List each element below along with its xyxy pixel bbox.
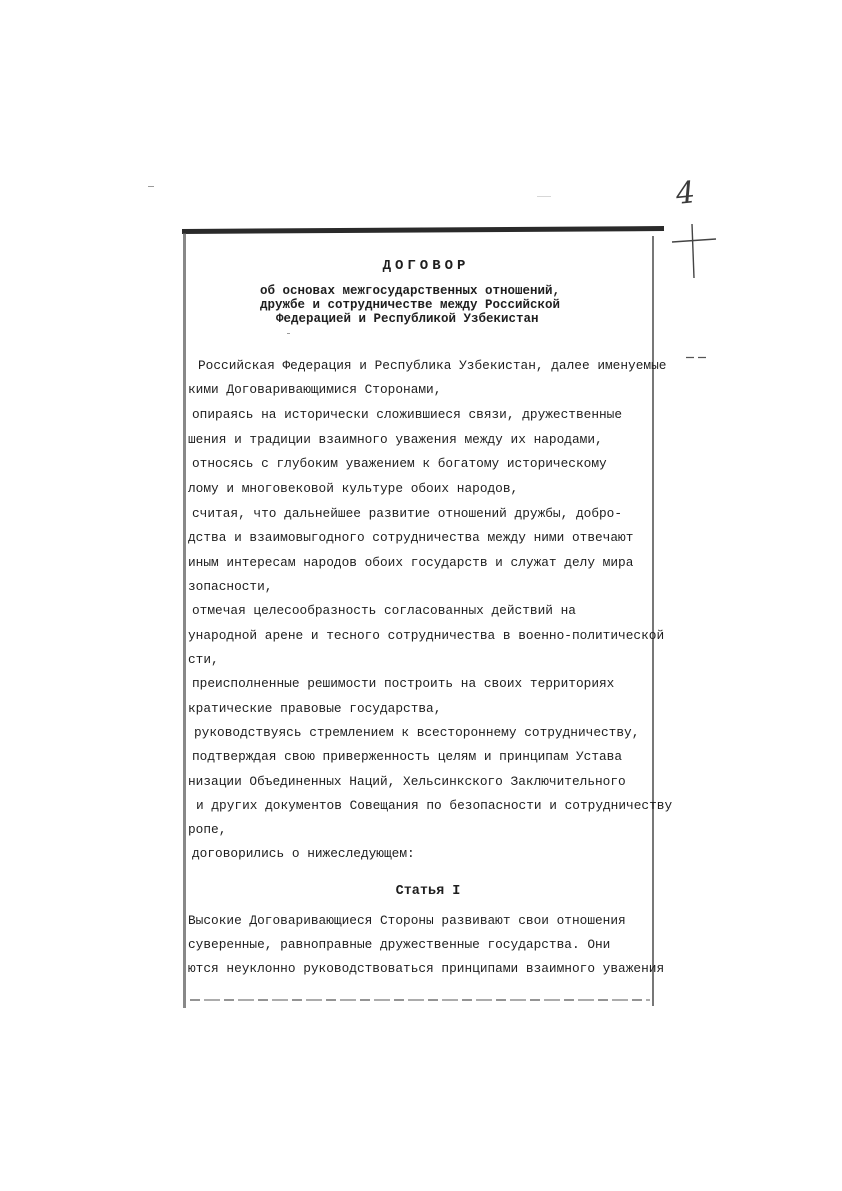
scan-speck [287, 333, 290, 334]
preamble-line: относясь с глубоким уважением к богатому историческому [192, 456, 607, 471]
margin-dash-mark [686, 356, 706, 359]
preamble-line: иным интересам народов обоих государств и служат делу мира [188, 555, 634, 570]
preamble-line: кратические правовые государства, [188, 701, 442, 716]
copy-frame-top-edge [182, 226, 664, 234]
preamble-line: преисполненные решимости построить на своих территориях [192, 676, 615, 691]
preamble-line: отмечая целесообразность согласованных действий на [192, 603, 576, 618]
preamble-line: опираясь на исторически сложившиеся связи, дружественные [192, 407, 623, 422]
preamble-line: договорились о нижеследующем: [192, 846, 415, 861]
handwritten-page-number: 4 [674, 175, 697, 212]
document-subtitle-line: об основах межгосударственных отношений, [260, 284, 561, 298]
document-title: ДОГОВОР [382, 258, 470, 274]
preamble-line: сти, [188, 652, 219, 667]
document-subtitle-line: дружбе и сотрудничестве между Российской [260, 298, 561, 312]
scan-speck [537, 196, 551, 197]
document-subtitle-line: Федерацией и Республикой Узбекистан [276, 312, 539, 326]
article-line: суверенные, равноправные дружественные государства. Они [188, 937, 611, 952]
preamble-line: низации Объединенных Наций, Хельсинкского Заключительного [188, 774, 626, 789]
article-line: ются неуклонно руководствоваться принципами взаимного уважения [188, 961, 665, 976]
article-heading: Статья I [395, 884, 461, 899]
preamble-line: руководствуясь стремлением к всестороннему сотрудничеству, [194, 725, 640, 740]
preamble-line: Российская Федерация и Республика Узбекистан, далее именуемые [198, 358, 667, 373]
preamble-line: и других документов Совещания по безопасности и сотрудничеству [196, 798, 673, 813]
scan-speck [148, 186, 154, 187]
copy-frame-bottom-edge [190, 999, 650, 1001]
preamble-line: считая, что дальнейшее развитие отношений дружбы, добро- [192, 506, 623, 521]
preamble-line: зопасности, [188, 579, 273, 594]
preamble-line: шения и традиции взаимного уважения между их народами, [188, 432, 603, 447]
preamble-line: ународной арене и тесного сотрудничества в военно-политической [188, 628, 665, 643]
preamble-line: подтверждая свою приверженность целям и принципам Устава [192, 749, 623, 764]
preamble-line: ропе, [188, 822, 227, 837]
preamble-line: дства и взаимовыгодного сотрудничества между ними отвечают [188, 530, 634, 545]
preamble-line: кими Договаривающимися Сторонами, [188, 382, 442, 397]
preamble-line: лому и многовековой культуре обоих народов, [188, 481, 519, 496]
article-line: Высокие Договаривающиеся Стороны развивают свои отношения [188, 913, 626, 928]
